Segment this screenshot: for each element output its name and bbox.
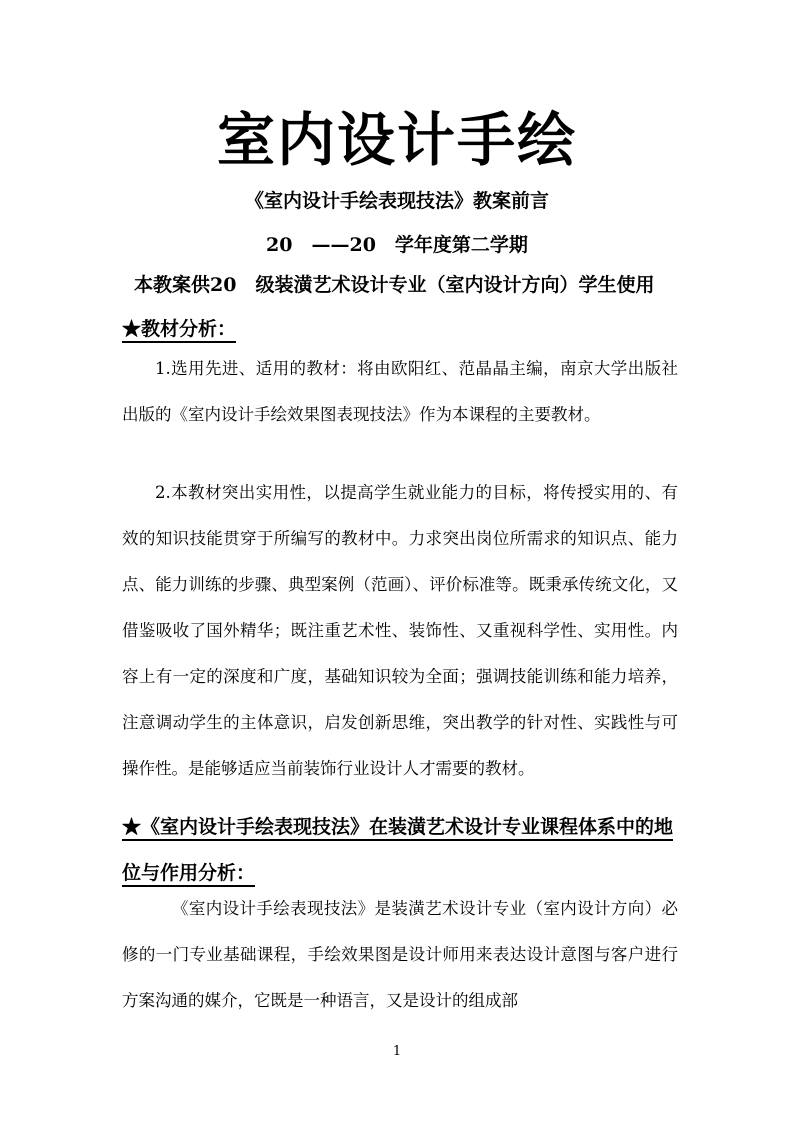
section-heading-course-role [122, 804, 682, 896]
usage-note: 本教案供20 级装潢艺术设计专业（室内设计方向）学生使用 [134, 274, 655, 296]
paragraph-textbook-selection: 1.选用先进、适用的教材：将由欧阳红、范晶晶主编，南京大学出版社出版的《室内设计手绘效果图表现技法》作为本课程的主要教材。 [122, 359, 678, 424]
page-number: 1 [392, 1044, 402, 1059]
paragraph-course-role: 《室内设计手绘表现技法》是装潢艺术设计专业（室内设计方向）必修的一门专业基础课程，手绘效果图是设计师用来表达设计意图与客户进行方案沟通的媒介，它既是一种语言，又是设计的组成部 [122, 899, 678, 1010]
academic-term: 20 ——20 学年度第二学期 [266, 234, 528, 256]
section-heading-text: ★教材分析： [122, 318, 236, 343]
document-title: 室内设计手绘 [216, 106, 577, 174]
paragraph-textbook-features: 2.本教材突出实用性，以提高学生就业能力的目标，将传授实用的、有效的知识技能贯穿于所编写的教材中。力求突出岗位所需求的知识点、能力点、能力训练的步骤、典型案例（范画）、评价标准等。既秉承传统文化，又借鉴吸收了国外精华；既注重艺术性、装饰性、又重视科学性、实用性。内容上有一定的深度和广度，基础知识较为全面；强调技能训练和能力培养，注意调动学生的主体意识，启发创新思维，突出教学的针对性、实践性与可操作性。是能够适应当前装饰行业设计人才需要的教材。 [122, 483, 678, 778]
document-subtitle: 《室内设计手绘表现技法》教案前言 [244, 190, 549, 212]
section-heading-text: ★《室内设计手绘表现技法》在装潢艺术设计专业课程体系中的地位与作用分析： [122, 816, 673, 887]
